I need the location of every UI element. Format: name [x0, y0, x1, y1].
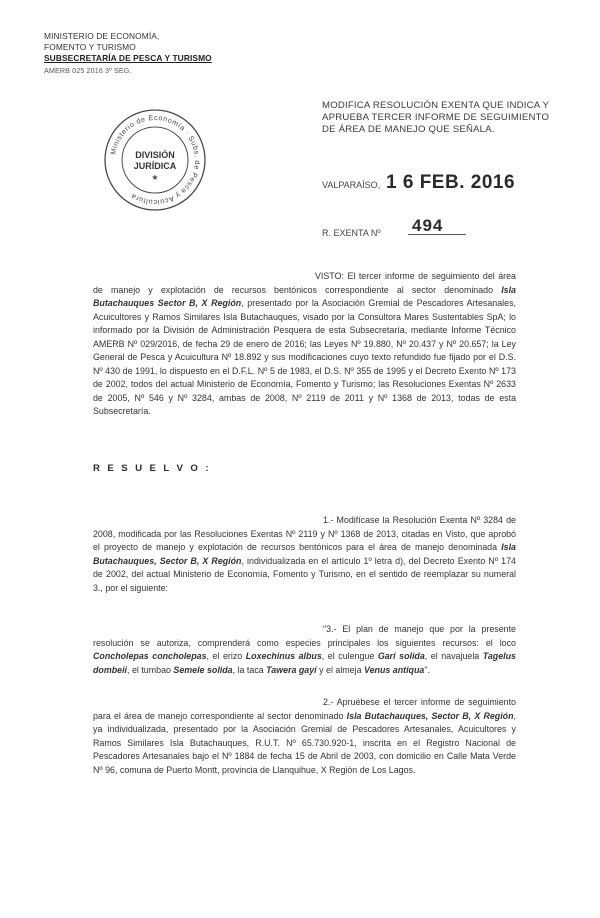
- resuelvo-heading: R E S U E L V O :: [93, 463, 211, 474]
- division-juridica-stamp: [103, 108, 207, 212]
- item-1-paragraph: 1.- Modifícase la Resolución Exenta Nº 3284 de 2008, modificada por las Resoluciones Exentas Nº 2119 y Nº 1368 de 2013, citadas en Visto, que aprobó el proyecto de manejo y explotación de recursos bentónicos para el área de manejo denominada Isla Butachauques, Sector B, X Región, individualizada en el artículo 1º letra d), del Decreto Exento Nº 174 de 2002, del actual Ministerio de Economía, Fomento y Turismo, en el sentido de reemplazar su numeral 3., por el siguiente:: [93, 515, 516, 593]
- document-date: 1 6 FEB. 2016: [386, 172, 516, 193]
- visto-label: VISTO:: [315, 271, 344, 281]
- document-subject: MODIFICA RESOLUCIÓN EXENTA QUE INDICA Y APRUEBA TERCER INFORME DE SEGUIMIENTO DE ÁREA DE MANEJO QUE SEÑALA.: [322, 100, 550, 136]
- letterhead-ministry-2: FOMENTO Y TURISMO: [44, 42, 136, 53]
- resolution-label: R. EXENTA Nº: [322, 228, 381, 238]
- resolution-number-underline: [408, 234, 466, 235]
- stamp-ring-text: Ministerio de Economía · Subs. de Pesca y Acuicultura: [108, 112, 203, 208]
- stamp-star-icon: ★: [151, 173, 159, 182]
- letterhead: [44, 31, 212, 76]
- letterhead-subsecretaria: SUBSECRETARÍA DE PESCA Y TURISMO: [44, 53, 212, 64]
- letterhead-ministry: MINISTERIO DE ECONOMÍA,: [44, 31, 160, 41]
- visto-paragraph: VISTO: El tercer informe de seguimiento del área de manejo y explotación de recursos bentónicos correspondiente al sector denominado Isla Butachauques Sector B, X Región, presentado por la Asociación Gremial de Pescadores Artesanales, Acuicultores y Ramos Similares Isla Butachauques, visado por la Consultora Mares Sustentables SpA; lo informado por la División de Administración Pesquera de esta Subsecretaría, mediante Informe Técnico AMERB Nº 029/2016, de fecha 29 de enero de 2016; las Leyes Nº 19.880, Nº 20.437 y Nº 20.657; la Ley General de Pesca y Acuicultura Nº 18.892 y sus modificaciones cuyo texto refundido fue fijado por el D.S. Nº 430 de 1991, lo dispuesto en el D.F.L. Nº 5 de 1983, el D.S. Nº 355 de 1995 y el Decreto Exento Nº 173 de 2002, todos del actual Ministerio de Economía, Fomento y Turismo; las Resoluciones Exentas Nº 2633 de 2005, Nº 546 y Nº 3284, ambas de 2008, Nº 2119 de 2011 y Nº 1368 de 2013, todas de esta Subsecretaría.: [93, 271, 516, 416]
- letterhead-reference: AMERB 025 2016 3º SEG.: [44, 65, 132, 75]
- stamp-center-line2: JURÍDICA: [133, 161, 177, 171]
- item-2-paragraph: 2.- Apruébese el tercer informe de seguimiento para el área de manejo correspondiente al sector denominado Isla Butachauques, Sector B, X Región, ya individualizada, presentado por la Asociación Gremial de Pescadores Artesanales, Acuicultores y Ramos Similares Isla Butachauques, R.U.T. Nº 65.730.920-1, inscrita en el Registro Nacional de Pescadores Artesanales bajo el Nº 1884 de fecha 15 de Abril de 2003, con domicilio en Calle Mata Verde Nº 96, comuna de Puerto Montt, provincia de Llanquihue, X Región de Los Lagos.: [93, 697, 516, 775]
- place-label: VALPARAÍSO,: [322, 180, 381, 190]
- item-1-quote-paragraph: "3.- El plan de manejo que por la presente resolución se autoriza, comprenderá como especies principales los siguientes recursos: el loco Concholepas concholepas, el erizo Loxechinus albus, el culengue Gari solida, el navajuela Tagelus dombeii, el tumbao Semele solida, la taca Tawera gayi y el almeja Venus antiqua".: [93, 624, 516, 675]
- resolution-number: 494: [412, 216, 444, 235]
- stamp-center-line1: DIVISIÓN: [135, 150, 175, 160]
